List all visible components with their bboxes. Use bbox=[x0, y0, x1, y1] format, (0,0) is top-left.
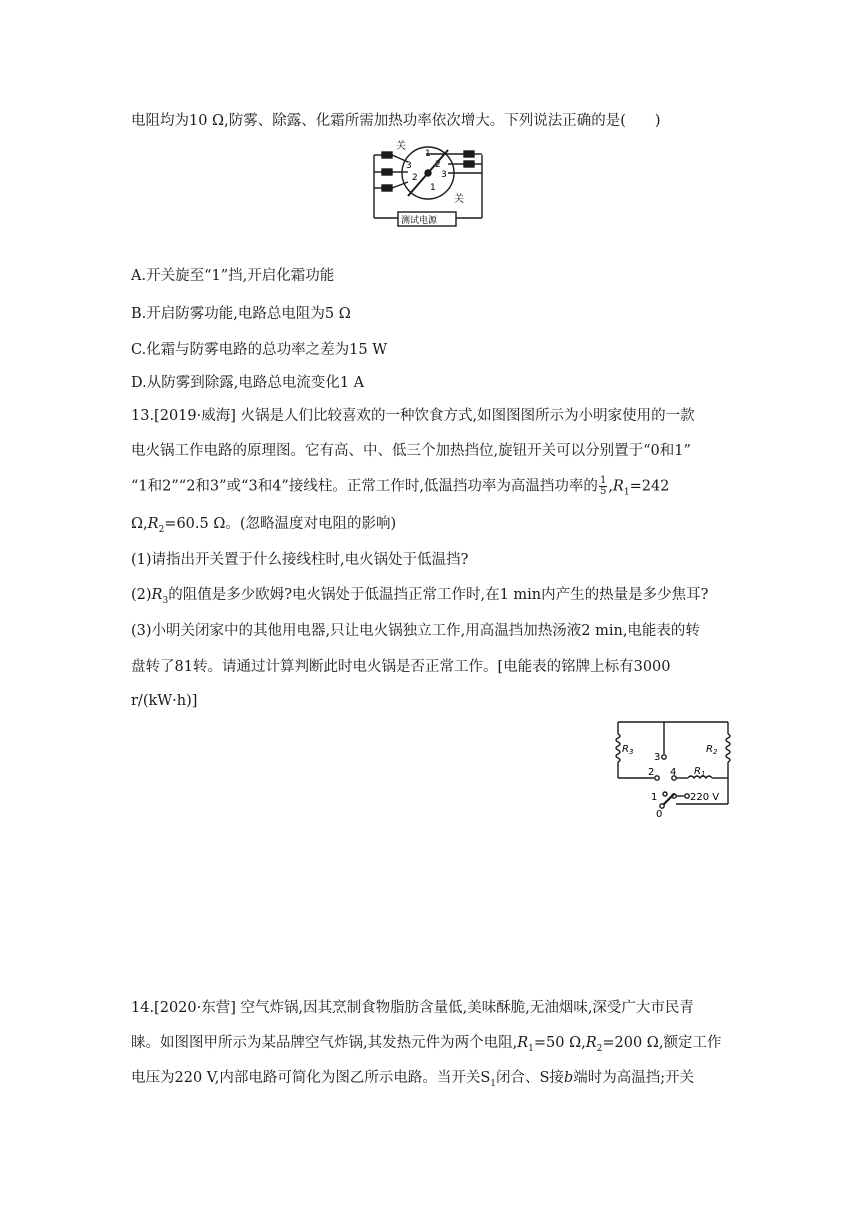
q14-r2-sub: 2 bbox=[596, 1043, 603, 1054]
q13-line-1: 13.[2019·威海] 火锅是人们比较喜欢的一种饮食方式,如图图图所示为小明家使用的一款 bbox=[131, 408, 695, 424]
q13-fig-r2: $R_2$ bbox=[706, 744, 718, 756]
q14-line-3 bbox=[131, 1068, 694, 1094]
q12-fig-center-1: 1 bbox=[430, 183, 436, 193]
q12-fig-power-label: 测试电源 bbox=[401, 216, 438, 226]
q12-intro: 电阻均为10 Ω,防雾、除露、化霜所需加热功率依次增大。下列说法正确的是( ) bbox=[131, 113, 661, 129]
q12-option-d: D.从防雾到除露,电路总电流变化1 A bbox=[131, 375, 365, 391]
q12-fig-right-2: 2 bbox=[435, 160, 441, 170]
q13-r1-sub: 1 bbox=[623, 487, 630, 498]
q12-option-c: C.化霜与防雾电路的总功率之差为15 W bbox=[131, 342, 388, 358]
q14-r1-value: =50 Ω, bbox=[533, 1035, 586, 1051]
q12-fig-left-3: 3 bbox=[406, 161, 412, 171]
q13-line-3-text: “1和2”“2和3”或“3和4”接线柱。正常工作时,低温挡功率为高温挡功率的 bbox=[131, 478, 598, 495]
q12-switch-figure bbox=[368, 140, 488, 228]
q14-b: b bbox=[563, 1070, 574, 1086]
q13-fig-terminal-2: 2 bbox=[648, 767, 655, 778]
q12-fig-center-2: 2 bbox=[412, 173, 418, 183]
q14-line-2 bbox=[131, 1033, 721, 1059]
q13-fraction-num: 1 bbox=[599, 475, 607, 486]
q13-line-4-post: =60.5 Ω。(忽略温度对电阻的影响) bbox=[164, 516, 397, 532]
q14-r1: R bbox=[517, 1035, 529, 1051]
q13-r1: R bbox=[612, 478, 624, 495]
q13-sub-3-line-3: r/(kW·h)] bbox=[131, 693, 198, 709]
q13-fraction-den: 5 bbox=[599, 486, 607, 497]
q14-line-3-post: 端时为高温挡;开关 bbox=[573, 1070, 695, 1086]
q13-circuit-figure bbox=[608, 714, 738, 818]
q14-line-3-mid: 闭合、S接 bbox=[496, 1070, 564, 1086]
q13-line-4 bbox=[131, 514, 396, 540]
q13-sub-2 bbox=[131, 585, 708, 611]
q13-line-2: 电火锅工作电路的原理图。它有高、中、低三个加热挡位,旋钮开关可以分别置于“0和1” bbox=[131, 443, 691, 459]
q13-sub-2-post: 的阻值是多少欧姆?电火锅处于低温挡正常工作时,在1 min内产生的热量是多少焦耳? bbox=[168, 587, 709, 603]
q13-sub-2-r: R bbox=[151, 587, 163, 603]
q13-fraction bbox=[599, 476, 607, 497]
q12-fig-right-3: 3 bbox=[441, 170, 447, 180]
q13-fig-terminal-0: 0 bbox=[656, 809, 663, 818]
q13-sub-2-r-sub: 3 bbox=[162, 595, 169, 606]
q13-fig-voltage: 220 V bbox=[690, 792, 720, 803]
q14-r2: R bbox=[585, 1035, 597, 1051]
q13-sub-3-line-2: 盘转了81转。请通过计算判断此时电火锅是否正常工作。[电能表的铭牌上标有3000 bbox=[131, 659, 671, 675]
q14-line-2-pre: 睐。如图图甲所示为某品牌空气炸锅,其发热元件为两个电阻, bbox=[131, 1035, 518, 1051]
q13-fig-terminal-3: 3 bbox=[654, 752, 661, 763]
q14-line-3-pre: 电压为220 V,内部电路可简化为图乙所示电路。当开关S bbox=[131, 1070, 491, 1086]
q13-line-4-pre: Ω, bbox=[131, 516, 148, 532]
q13-sub-3-line-1: (3)小明关闭家中的其他用电器,只让电火锅独立工作,用高温挡加热汤液2 min,电能表的转 bbox=[131, 623, 700, 639]
q13-r1-value: =242 bbox=[629, 478, 670, 495]
q13-sub-2-pre: (2) bbox=[131, 587, 152, 603]
q13-r2: R bbox=[147, 516, 159, 532]
q12-fig-off-top: 关 bbox=[396, 141, 406, 152]
q12-fig-right-1: 1 bbox=[425, 149, 431, 159]
q12-option-a: A.开关旋至“1”挡,开启化霜功能 bbox=[131, 268, 335, 284]
q13-sub-1: (1)请指出开关置于什么接线柱时,电火锅处于低温挡? bbox=[131, 552, 469, 568]
q13-fig-terminal-1: 1 bbox=[651, 792, 658, 803]
q12-fig-off-bottom: 关 bbox=[454, 194, 464, 205]
q13-line-3: “1和2”“2和3”或“3和4”接线柱。正常工作时,低温挡功率为高温挡功率的 $\frac{1}{5}$ $,R_1=242$ bbox=[131, 475, 670, 498]
q13-fig-r1: $R_1$ bbox=[694, 766, 706, 778]
q13-fig-r3: $R_3$ bbox=[622, 744, 634, 756]
q13-fig-terminal-4: 4 bbox=[670, 767, 677, 778]
q14-r1-sub: 1 bbox=[528, 1043, 534, 1054]
q14-line-1: 14.[2020·东营] 空气炸锅,因其烹制食物脂肪含量低,美味酥脆,无油烟味,深受广大市民青 bbox=[131, 1000, 694, 1016]
q12-option-b: B.开启防雾功能,电路总电阻为5 Ω bbox=[131, 306, 351, 322]
q14-s1-sub: 1 bbox=[490, 1078, 496, 1089]
q13-r2-sub: 2 bbox=[158, 524, 165, 535]
q14-r2-value: =200 Ω,额定工作 bbox=[602, 1035, 722, 1051]
